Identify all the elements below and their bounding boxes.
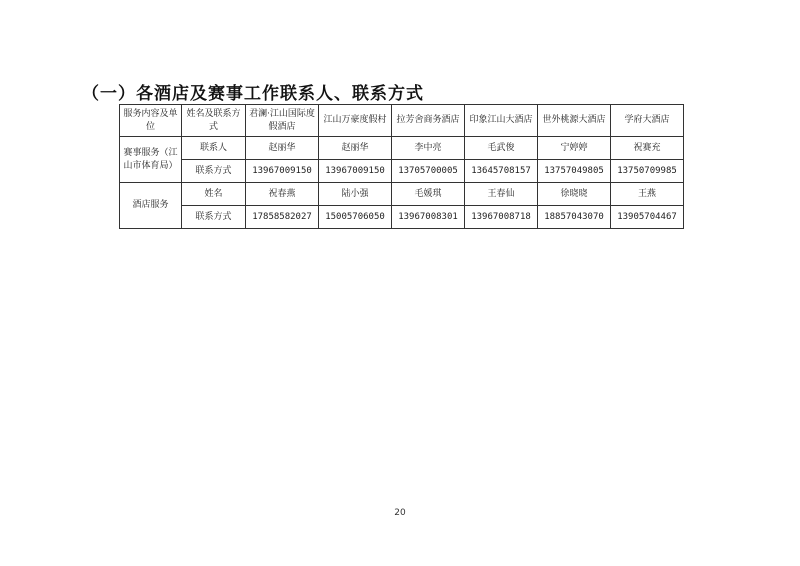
phone-number: 13967008718 [465, 206, 538, 229]
phone-number: 13750709985 [611, 160, 684, 183]
phone-number: 13967009150 [319, 160, 392, 183]
phone-number: 15005706050 [319, 206, 392, 229]
contact-name: 毛媛琪 [392, 183, 465, 206]
contact-name: 祝赛充 [611, 137, 684, 160]
phone-number: 18857043070 [538, 206, 611, 229]
table-row [120, 183, 684, 206]
phone-number: 13757049805 [538, 160, 611, 183]
table-header-row [120, 105, 684, 137]
event-service-label: 赛事服务（江山市体育局） [120, 137, 182, 183]
table-row [120, 160, 684, 183]
header-name-contact: 姓名及联系方式 [182, 105, 246, 137]
phone-number: 13967009150 [246, 160, 319, 183]
contacts-table [119, 104, 684, 229]
phone-number: 13967008301 [392, 206, 465, 229]
contact-name: 赵丽华 [246, 137, 319, 160]
row-label: 联系人 [182, 137, 246, 160]
table-row [120, 137, 684, 160]
contact-name: 祝春燕 [246, 183, 319, 206]
phone-number: 17858582027 [246, 206, 319, 229]
contact-name: 李中亮 [392, 137, 465, 160]
contact-name: 王春仙 [465, 183, 538, 206]
contact-name: 赵丽华 [319, 137, 392, 160]
section-heading: （一）各酒店及赛事工作联系人、联系方式 [82, 84, 424, 104]
row-label: 姓名 [182, 183, 246, 206]
header-hotel: 江山万豪度假村 [319, 105, 392, 137]
contact-name: 徐晓晓 [538, 183, 611, 206]
contact-name: 毛武俊 [465, 137, 538, 160]
row-label: 联系方式 [182, 206, 246, 229]
table-row [120, 206, 684, 229]
contact-name: 王燕 [611, 183, 684, 206]
phone-number: 13905704467 [611, 206, 684, 229]
contact-name: 宁婷婷 [538, 137, 611, 160]
header-service: 服务内容及单位 [120, 105, 182, 137]
header-hotel: 印象江山大酒店 [465, 105, 538, 137]
contact-name: 陆小强 [319, 183, 392, 206]
hotel-service-label: 酒店服务 [120, 183, 182, 229]
page-number: 20 [394, 508, 406, 518]
header-hotel: 世外桃源大酒店 [538, 105, 611, 137]
header-hotel: 君澜·江山国际度假酒店 [246, 105, 319, 137]
header-hotel: 拉芳舍商务酒店 [392, 105, 465, 137]
row-label: 联系方式 [182, 160, 246, 183]
phone-number: 13705700005 [392, 160, 465, 183]
header-hotel: 学府大酒店 [611, 105, 684, 137]
phone-number: 13645708157 [465, 160, 538, 183]
